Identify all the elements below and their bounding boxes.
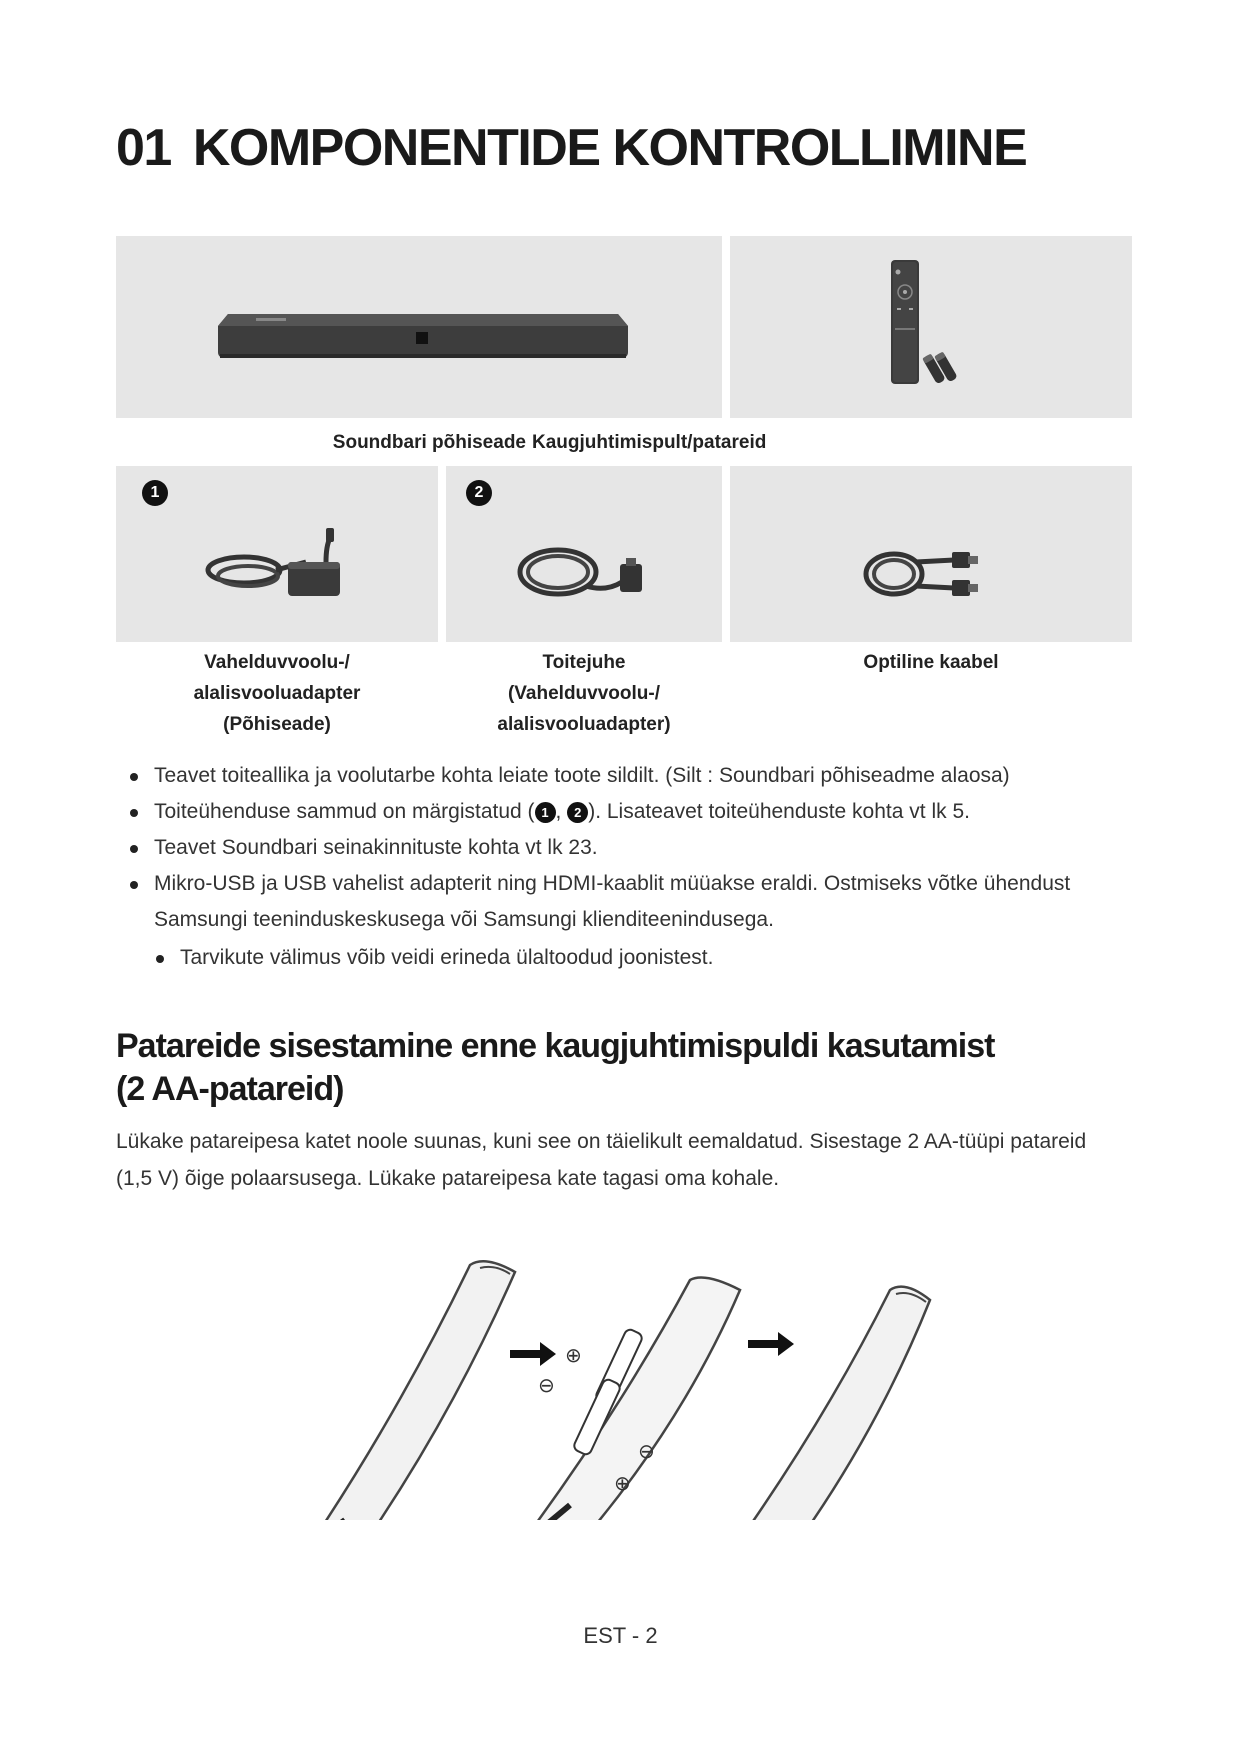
soundbar-illustration — [116, 236, 722, 418]
inline-marker-2: 2 — [567, 802, 588, 823]
remote-and-batteries-illustration — [730, 236, 1132, 418]
note-text: ). Lisateavet toiteühenduste kohta vt lk 5. — [588, 800, 970, 823]
notes-list — [130, 758, 1140, 976]
polarity-plus-label: ⊕ — [565, 1343, 582, 1367]
power-cord-image-panel — [446, 466, 722, 642]
power-cord-caption — [446, 647, 722, 740]
remote-open-illustration — [524, 1278, 740, 1520]
polarity-minus-label: ⊖ — [538, 1373, 555, 1397]
power-cord-illustration — [446, 466, 722, 642]
power-cord-caption-line-3: alalisvooluadapter) — [497, 714, 671, 735]
power-cord-caption-line-2: (Vahelduvvoolu-/ — [507, 683, 661, 704]
polarity-minus-label: ⊖ — [638, 1439, 655, 1463]
remote-caption: Kaugjuhtimispult/patareid — [532, 432, 767, 453]
page-footer: EST - 2 — [583, 1623, 658, 1648]
adapter-caption-line-3: (Põhiseade) — [223, 714, 331, 735]
battery-insertion-illustration — [300, 1250, 1000, 1520]
battery-title-line-2: (2 AA-patareid) — [116, 1070, 344, 1108]
polarity-plus-label: ⊕ — [614, 1471, 631, 1495]
note-item — [130, 794, 1140, 830]
remote-closed-illustration — [702, 1287, 930, 1520]
step-marker-1: 1 — [142, 480, 168, 506]
note-text: Toiteühenduse sammud on märgistatud ( — [154, 800, 535, 823]
main-unit-caption: Soundbari põhiseade — [332, 432, 526, 453]
note-item: Mikro-USB ja USB vahelist adapterit ning HDMI-kaablit müüakse eraldi. Ostmiseks võtke ühendust Samsungi teeninduskeskusega või Samsungi klienditeenindusega. — [130, 866, 1140, 938]
chapter-title-text: KOMPONENTIDE KONTROLLIMINE — [192, 119, 1027, 177]
adapter-caption-line-2: alalisvooluadapter — [193, 683, 361, 704]
arrow-right-icon — [510, 1342, 556, 1366]
optical-cable-image-panel — [730, 466, 1132, 642]
optical-cable-illustration — [730, 466, 1132, 642]
step-marker-2: 2 — [466, 480, 492, 506]
chapter-number: 01 — [116, 119, 171, 177]
arrow-right-icon — [748, 1332, 794, 1356]
note-text: , — [555, 800, 568, 823]
chapter-title — [116, 118, 1026, 178]
note-item: Tarvikute välimus võib veidi erineda ülaltoodud joonistest. — [156, 940, 1140, 976]
note-item: Teavet Soundbari seinakinnituste kohta vt lk 23. — [130, 830, 1140, 866]
adapter-illustration — [116, 466, 438, 642]
note-item: Teavet toiteallika ja voolutarbe kohta leiate toote sildilt. (Silt : Soundbari põhiseadme alaosa) — [130, 758, 1140, 794]
optical-cable-caption: Optiline kaabel — [863, 652, 999, 673]
remote-closed-illustration — [312, 1261, 515, 1520]
inline-marker-1: 1 — [535, 802, 556, 823]
battery-instructions: Lükake patareipesa katet noole suunas, kuni see on täielikult eemaldatud. Sisestage 2 AA-tüüpi patareid (1,5 V) õige polaarsusega. Lükake patareipesa kate tagasi oma kohale. — [116, 1130, 1087, 1190]
battery-title-line-1: Patareide sisestamine enne kaugjuhtimispuldi kasutamist — [116, 1027, 995, 1065]
adapter-caption-line-1: Vahelduvvoolu-/ — [204, 652, 350, 673]
adapter-caption — [116, 647, 438, 740]
remote-image-panel — [730, 236, 1132, 418]
soundbar-image-panel — [116, 236, 722, 418]
power-cord-caption-line-1: Toitejuhe — [542, 652, 626, 673]
adapter-image-panel — [116, 466, 438, 642]
battery-section-title — [116, 1025, 1116, 1111]
